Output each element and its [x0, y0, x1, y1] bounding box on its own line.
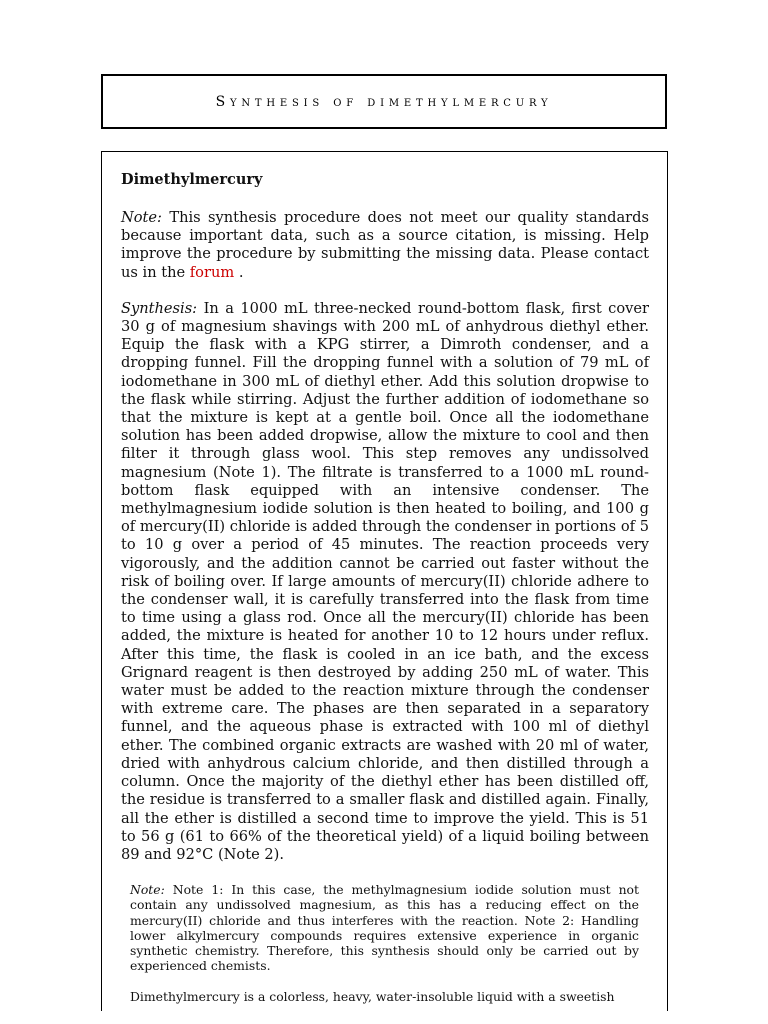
content-column — [121, 170, 649, 1011]
footnotes-label: Note: — [130, 882, 165, 898]
synthesis-text: In a 1000 mL three-necked round-bottom flask, first cover 30 g of magnesium shavings with 200 mL of anhydrous diethyl ether. Equip the flask with a KPG stirrer, a Dimroth condenser, and a dropping funnel. Fill the dropping funnel with a solution of 79 mL of iodomethane in 300 mL of diethyl ether. Add this solution dropwise to the flask while stirring. Adjust the further addition of iodomethane so that the mixture is kept at a gentle boil. Once all the iodomethane solution has been added dropwise, allow the mixture to cool and then filter it through glass wool. This step removes any undissolved magnesium (Note 1). The filtrate is transferred to a 1000 mL round-bottom flask equipped with an intensive condenser. The methylmagnesium iodide solution is then heated to boiling, and 100 g of mercury(II) chloride is added through the condenser in portions of 5 to 10 g over a period of 45 minutes. The reaction proceeds very vigorously, and the addition cannot be carried out faster without the risk of boiling over. If large amounts of mercury(II) chloride adhere to the condenser wall, it is carefully transferred into the flask from time to time using a glass rod. Once all the mercury(II) chloride has been added, the mixture is heated for another 10 to 12 hours under reflux. After this time, the flask is cooled in an ice bath, and the excess Grignard reagent is then destroyed by adding 250 mL of water. This water must be added to the reaction mixture through the condenser with extreme care. The phases are then separated in a separatory funnel, and the aqueous phase is extracted with 100 ml of diethyl ether. The combined organic extracts are washed with 20 ml of water, dried with anhydrous calcium chloride, and then distilled through a column. Once the majority of the diethyl ether has been distilled off, the residue is transferred to a smaller flask and distilled again. Finally, all the ether is distilled a second time to improve the yield. This is 51 to 56 g (61 to 66% of the theoretical yield) of a liquid boiling between 89 and 92°C (Note 2). — [121, 299, 649, 863]
synthesis-paragraph — [121, 300, 649, 864]
document-body — [101, 151, 668, 1011]
page-title: Synthesis of dimethylmercury — [215, 93, 553, 110]
footnotes-block — [130, 882, 639, 1004]
title-box — [101, 74, 667, 129]
footnotes-text: Note 1: In this case, the methylmagnesium iodide solution must not contain any undissolved magnesium, as this has a reducing effect on the mercury(II) chloride and thus interferes with the reaction. Note 2: Handling lower alkylmercury compounds requires extensive experience in organic synthetic chemistry. Therefore, this synthesis should only be carried out by experienced chemists. — [130, 882, 639, 974]
note-label: Note: — [121, 209, 162, 226]
note-text: This synthesis procedure does not meet our quality standards because important data, such as a source citation, is missing. Help improve the procedure by submitting the missing data. Please contact us in the — [121, 209, 649, 281]
description-paragraph: Dimethylmercury is a colorless, heavy, water-insoluble liquid with a sweetish — [130, 989, 615, 1005]
quality-note-paragraph — [121, 209, 649, 282]
footnotes-paragraph — [130, 882, 639, 973]
synthesis-label: Synthesis: — [121, 299, 198, 317]
section-heading: Dimethylmercury — [121, 171, 263, 188]
forum-link[interactable]: forum — [189, 263, 235, 281]
note-text-end: . — [234, 263, 244, 281]
